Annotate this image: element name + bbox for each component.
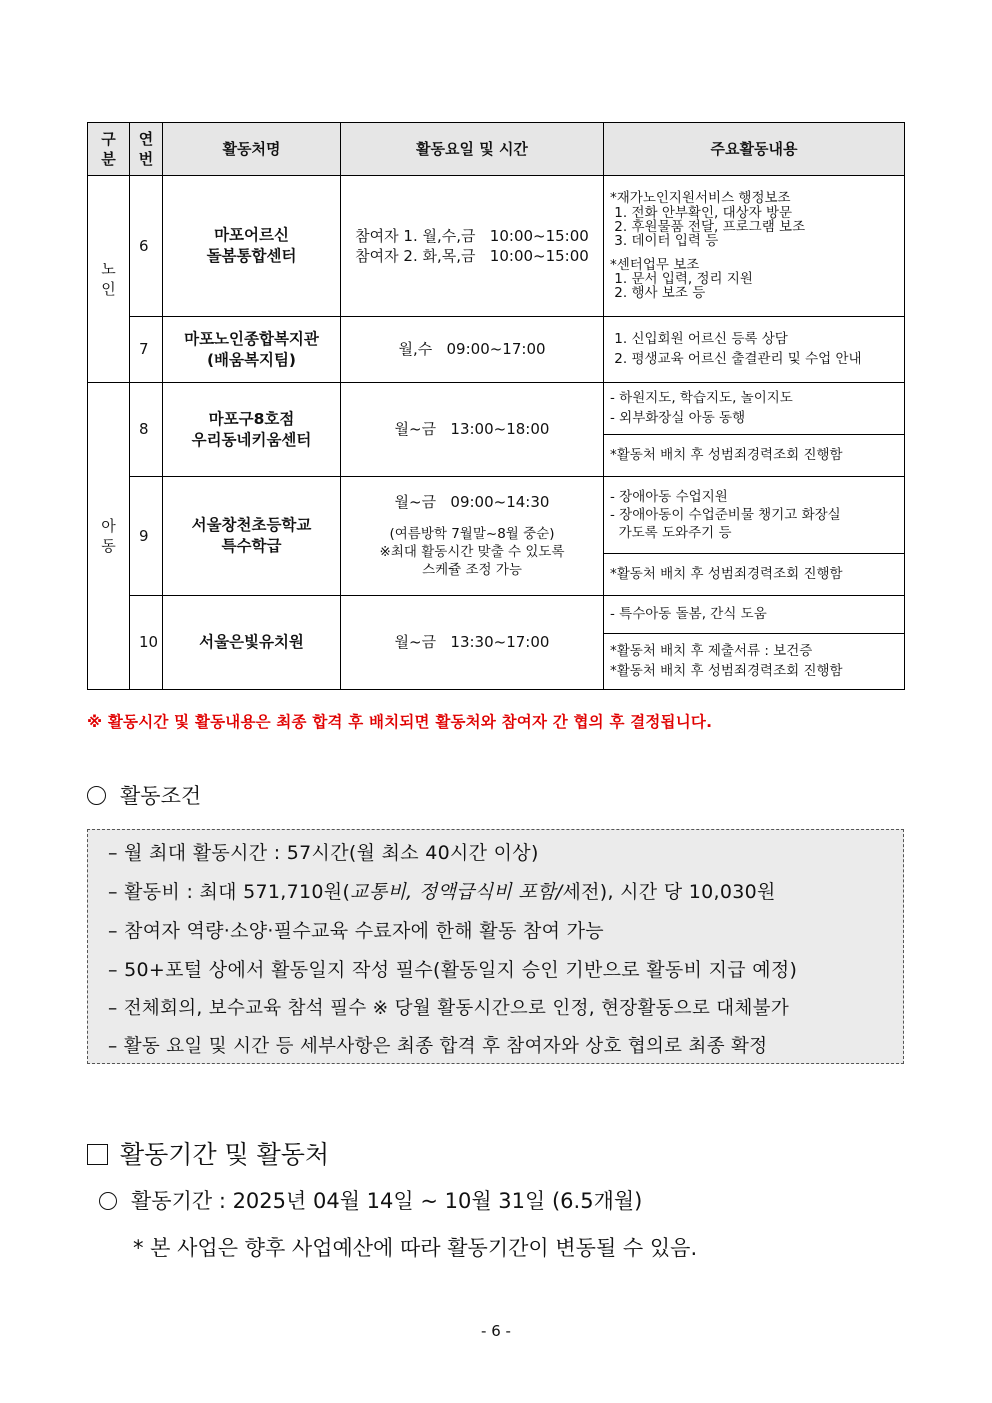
activity-content: - 장애아동 수업지원 - 장애아동이 수업준비물 챙기고 화장실 가도록 도와주기 등 xyxy=(604,477,905,554)
row-number: 6 xyxy=(130,176,163,317)
activity-time: 월~금 13:00~18:00 xyxy=(341,383,604,477)
place-name: 서울창천초등학교 특수학급 xyxy=(163,477,341,596)
category-cell-elderly: 노 인 xyxy=(88,176,130,383)
activity-content: *재가노인지원서비스 행정보조 1. 전화 안부확인, 대상자 방문 2. 후원물품 전달, 프로그램 보조 3. 데이터 입력 등 *센터업무 보조 1. 문서 입력, 정리 지원 2. 행사 보조 등 xyxy=(604,176,905,317)
section-title: 활동기간 및 활동처 xyxy=(120,1140,330,1169)
condition-item: – 50+포털 상에서 활동일지 작성 필수(활동일지 승인 기반으로 활동비 지급 예정) xyxy=(108,959,798,981)
header-num: 연 번 xyxy=(130,123,163,176)
page-number: - 6 - xyxy=(481,1322,511,1340)
place-name: 서울은빛유치원 xyxy=(163,596,341,690)
circle-bullet-icon xyxy=(99,1192,117,1210)
table-row xyxy=(88,176,905,317)
header-place: 활동처명 xyxy=(163,123,341,176)
activity-period: 활동기간 : 2025년 04월 14일 ~ 10월 31일 (6.5개월) xyxy=(99,1185,642,1215)
circle-bullet-icon xyxy=(87,786,106,805)
row-number: 8 xyxy=(130,383,163,477)
condition-item: – 월 최대 활동시간 : 57시간(월 최소 40시간 이상) xyxy=(108,842,539,864)
table-row xyxy=(88,383,905,435)
activity-content: - 하원지도, 학습지도, 놀이지도 - 외부화장실 아동 동행 xyxy=(604,383,905,435)
conditions-heading xyxy=(87,780,201,810)
activity-time: 월,수 09:00~17:00 xyxy=(341,317,604,383)
square-bullet-icon xyxy=(87,1144,108,1165)
place-name: 마포어르신 돌봄통합센터 xyxy=(163,176,341,317)
row-number: 7 xyxy=(130,317,163,383)
table-header-row xyxy=(88,123,905,176)
condition-item: – 활동비 : 최대 571,710원(교통비, 정액급식비 포함/세전), 시간 당 10,030원 xyxy=(108,881,776,903)
header-time: 활동요일 및 시간 xyxy=(341,123,604,176)
activity-note: *활동처 배치 후 성범죄경력조회 진행함 xyxy=(604,435,905,477)
table-row xyxy=(88,596,905,634)
header-gubun: 구 분 xyxy=(88,123,130,176)
activity-note: *활동처 배치 후 제출서류 : 보건증 *활동처 배치 후 성범죄경력조회 진행함 xyxy=(604,634,905,690)
activity-table xyxy=(87,122,905,690)
row-number: 10 xyxy=(130,596,163,690)
table-row xyxy=(88,317,905,383)
section-heading xyxy=(87,1135,329,1171)
category-cell-child: 아 동 xyxy=(88,383,130,690)
activity-content: 1. 신입회원 어르신 등록 상담 2. 평생교육 어르신 출결관리 및 수업 안내 xyxy=(604,317,905,383)
header-content: 주요활동내용 xyxy=(604,123,905,176)
table-row xyxy=(88,477,905,554)
activity-note: *활동처 배치 후 성범죄경력조회 진행함 xyxy=(604,554,905,596)
conditions-title: 활동조건 xyxy=(120,784,202,808)
activity-time: 월~금 13:30~17:00 xyxy=(341,596,604,690)
period-note: * 본 사업은 향후 사업예산에 따라 활동기간이 변동될 수 있음. xyxy=(133,1236,698,1260)
activity-time: 월~금 09:00~14:30 (여름방학 7월말~8월 중순) ※최대 활동시간 맞출 수 있도록 스케쥴 조정 가능 xyxy=(341,477,604,596)
red-notice: ※ 활동시간 및 활동내용은 최종 합격 후 배치되면 활동처와 참여자 간 협의 후 결정됩니다. xyxy=(87,713,713,731)
activity-time: 참여자 1. 월,수,금 10:00~15:00 참여자 2. 화,목,금 10:00~15:00 xyxy=(341,176,604,317)
condition-item: – 활동 요일 및 시간 등 세부사항은 최종 합격 후 참여자와 상호 협의로 최종 확정 xyxy=(108,1036,768,1057)
condition-item: – 참여자 역량·소양·필수교육 수료자에 한해 활동 참여 가능 xyxy=(108,920,604,942)
place-name: 마포노인종합복지관 (배움복지팀) xyxy=(163,317,341,383)
row-number: 9 xyxy=(130,477,163,596)
place-name: 마포구8호점 우리동네키움센터 xyxy=(163,383,341,477)
condition-item: – 전체회의, 보수교육 참석 필수 ※ 당월 활동시간으로 인정, 현장활동으로 대체불가 xyxy=(108,998,789,1019)
activity-content: - 특수아동 돌봄, 간식 도움 xyxy=(604,596,905,634)
conditions-box xyxy=(87,829,904,1064)
